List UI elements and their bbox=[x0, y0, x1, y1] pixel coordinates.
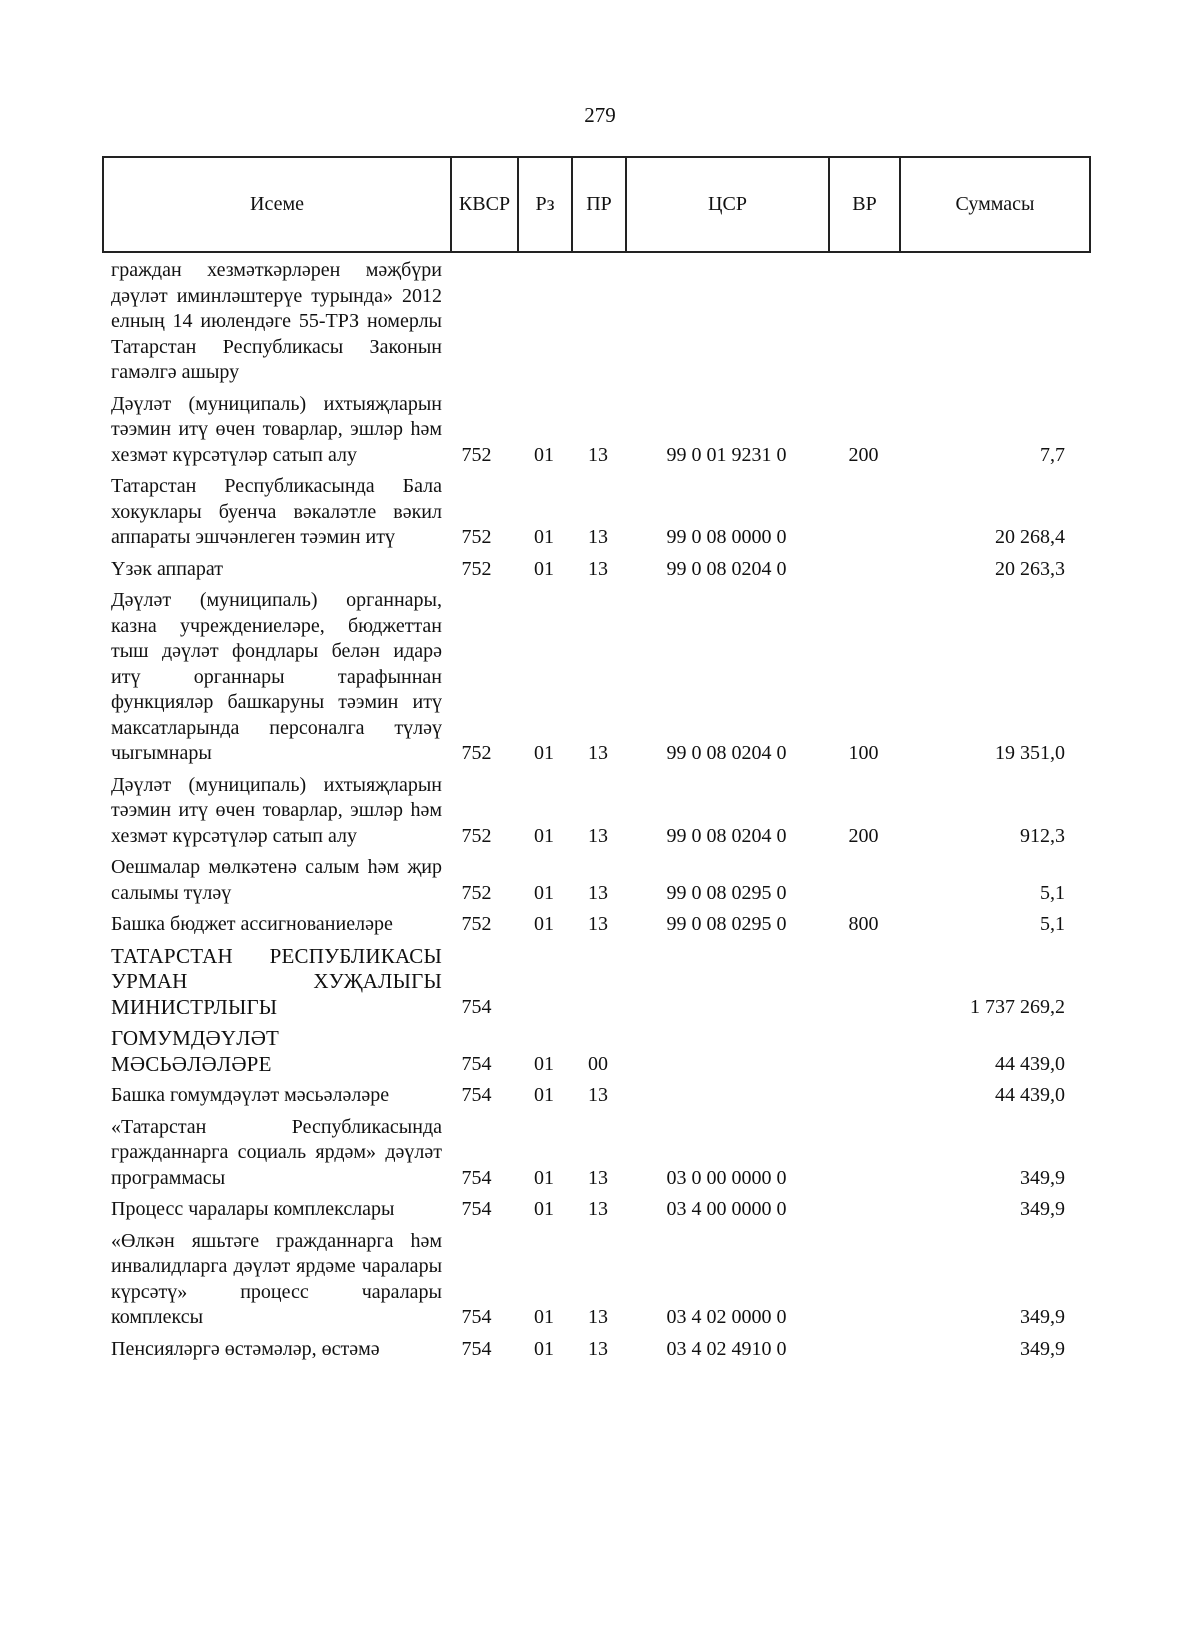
row-kvsr: 752 bbox=[461, 881, 492, 904]
row-pr: 13 bbox=[588, 1084, 608, 1106]
table-row bbox=[102, 1026, 1089, 1083]
row-pr: 13 bbox=[588, 913, 608, 935]
row-name: «Татарстан Республикасында гражданнарга социаль ярдәм» дәүләт программасы bbox=[111, 1115, 442, 1189]
row-pr: 00 bbox=[588, 1052, 608, 1075]
row-rz: 01 bbox=[534, 1166, 554, 1189]
row-csr: 03 4 00 0000 0 bbox=[666, 1198, 787, 1220]
table-body bbox=[102, 258, 1089, 1368]
row-vr bbox=[828, 1197, 899, 1229]
row-kvsr: 752 bbox=[461, 443, 492, 466]
row-csr bbox=[625, 1083, 828, 1115]
row-csr: 03 4 02 4910 0 bbox=[666, 1337, 787, 1360]
row-vr: 200 bbox=[848, 824, 879, 847]
row-kvsr bbox=[450, 258, 517, 392]
row-name: Татарстан Республикасында Бала хокуклары буенча вәкаләтле вәкил аппараты эшчәнлеген тәэмин итү bbox=[111, 475, 442, 548]
row-name: ТАТАРСТАН РЕСПУБЛИКАСЫ УРМАН ХУҖАЛЫГЫ МИНИСТРЛЫГЫ bbox=[111, 943, 442, 1019]
row-vr bbox=[828, 1083, 899, 1115]
row-sum: 1 737 269,2 bbox=[970, 995, 1065, 1018]
header-name: Исеме bbox=[103, 157, 451, 252]
row-vr: 100 bbox=[848, 742, 879, 764]
row-sum: 349,9 bbox=[1020, 1337, 1065, 1360]
budget-table bbox=[102, 258, 1089, 1368]
row-pr: 13 bbox=[588, 824, 608, 847]
row-vr: 200 bbox=[848, 443, 879, 466]
row-rz: 01 bbox=[534, 443, 554, 466]
row-rz: 01 bbox=[534, 1084, 554, 1106]
header-sum: Суммасы bbox=[900, 157, 1090, 252]
row-pr: 13 bbox=[588, 557, 608, 580]
row-vr bbox=[828, 258, 899, 392]
row-kvsr: 754 bbox=[461, 1052, 492, 1075]
row-sum: 349,9 bbox=[1020, 1198, 1065, 1220]
row-rz bbox=[517, 944, 571, 1027]
row-csr: 03 0 00 0000 0 bbox=[666, 1166, 787, 1189]
row-csr: 99 0 01 9231 0 bbox=[666, 443, 787, 466]
row-rz: 01 bbox=[534, 824, 554, 847]
row-sum: 44 439,0 bbox=[995, 1084, 1065, 1106]
row-name: Процесс чаралары комплекслары bbox=[111, 1198, 395, 1220]
table-row bbox=[102, 1083, 1089, 1115]
row-kvsr: 754 bbox=[461, 1337, 492, 1360]
row-vr bbox=[828, 1115, 899, 1198]
row-pr: 13 bbox=[588, 443, 608, 466]
table-row bbox=[102, 1229, 1089, 1337]
row-csr: 03 4 02 0000 0 bbox=[666, 1306, 787, 1328]
row-sum: 5,1 bbox=[1040, 881, 1065, 904]
row-rz: 01 bbox=[534, 526, 554, 548]
row-sum: 19 351,0 bbox=[995, 742, 1065, 764]
row-kvsr: 752 bbox=[461, 526, 492, 548]
row-kvsr: 752 bbox=[461, 742, 492, 764]
row-name: Башка бюджет ассигнованиеләре bbox=[111, 913, 393, 935]
table-row bbox=[102, 944, 1089, 1027]
row-pr: 13 bbox=[588, 526, 608, 548]
table-row bbox=[102, 392, 1089, 475]
header-csr: ЦСР bbox=[626, 157, 829, 252]
row-rz: 01 bbox=[534, 1306, 554, 1328]
row-vr bbox=[828, 557, 899, 589]
row-sum: 20 263,3 bbox=[995, 557, 1065, 580]
header-vr: ВР bbox=[829, 157, 900, 252]
row-csr: 99 0 08 0204 0 bbox=[666, 557, 787, 580]
row-pr: 13 bbox=[588, 1337, 608, 1360]
row-sum bbox=[899, 258, 1089, 392]
row-name: Дәүләт (муниципаль) ихтыяҗларын тәэмин итү өчен товарлар, эшләр һәм хезмәт күрсәтүләр сатып алу bbox=[111, 392, 442, 466]
row-vr bbox=[828, 855, 899, 912]
table-row bbox=[102, 912, 1089, 944]
row-rz: 01 bbox=[534, 557, 554, 580]
row-pr: 13 bbox=[588, 881, 608, 904]
row-vr bbox=[828, 474, 899, 557]
row-sum: 912,3 bbox=[1020, 824, 1065, 847]
row-sum: 44 439,0 bbox=[995, 1052, 1065, 1075]
row-name: Оешмалар мөлкәтенә салым һәм җир салымы түләү bbox=[111, 856, 442, 904]
row-kvsr: 752 bbox=[461, 913, 492, 935]
row-kvsr: 754 bbox=[461, 1306, 492, 1328]
row-rz: 01 bbox=[534, 1198, 554, 1220]
row-sum: 7,7 bbox=[1040, 443, 1065, 466]
row-name: Пенсияләргә өстәмәләр, өстәмә bbox=[111, 1337, 380, 1360]
row-name: граждан хезмәткәрләрен мәҗбүри дәүләт иминләштерүе турында» 2012 елның 14 июлендәге 55-ТРЗ номерлы Татарстан Республикасы Законын гамәлгә ашыру bbox=[111, 259, 442, 383]
row-csr bbox=[625, 944, 828, 1027]
row-csr: 99 0 08 0295 0 bbox=[666, 881, 787, 904]
row-vr bbox=[828, 1229, 899, 1337]
header-pr: ПР bbox=[572, 157, 626, 252]
row-pr: 13 bbox=[588, 1306, 608, 1328]
row-rz bbox=[517, 258, 571, 392]
row-kvsr: 754 bbox=[461, 1166, 492, 1189]
row-csr: 99 0 08 0204 0 bbox=[666, 824, 787, 847]
row-rz: 01 bbox=[534, 913, 554, 935]
row-rz: 01 bbox=[534, 1052, 554, 1075]
row-pr bbox=[571, 944, 625, 1027]
table-header bbox=[102, 156, 1091, 253]
table-row bbox=[102, 855, 1089, 912]
row-name: Дәүләт (муниципаль) ихтыяҗларын тәэмин итү өчен товарлар, эшләр һәм хезмәт күрсәтүләр сатып алу bbox=[111, 773, 442, 847]
header-kvsr: КВСР bbox=[451, 157, 518, 252]
row-pr: 13 bbox=[588, 1198, 608, 1220]
row-kvsr: 752 bbox=[461, 557, 492, 580]
row-csr: 99 0 08 0204 0 bbox=[666, 742, 787, 764]
row-vr bbox=[828, 1337, 899, 1369]
row-pr: 13 bbox=[588, 1166, 608, 1189]
page-number: 279 bbox=[584, 103, 616, 127]
row-sum: 5,1 bbox=[1040, 913, 1065, 935]
row-vr: 800 bbox=[848, 913, 879, 935]
row-csr bbox=[625, 1026, 828, 1083]
row-name: «Өлкән яшьтәге гражданнарга һәм инвалидларга дәүләт ярдәме чаралары күрсәтү» процесс чаралары комплексы bbox=[111, 1229, 442, 1328]
row-vr bbox=[828, 944, 899, 1027]
row-csr bbox=[625, 258, 828, 392]
table-row bbox=[102, 588, 1089, 773]
row-kvsr: 754 bbox=[461, 1084, 492, 1106]
table-row bbox=[102, 258, 1089, 392]
row-sum: 20 268,4 bbox=[995, 526, 1065, 548]
row-csr: 99 0 08 0295 0 bbox=[666, 913, 787, 935]
row-rz: 01 bbox=[534, 742, 554, 764]
row-rz: 01 bbox=[534, 881, 554, 904]
row-kvsr: 754 bbox=[461, 1198, 492, 1220]
row-kvsr: 754 bbox=[461, 995, 492, 1018]
header-rz: Рз bbox=[518, 157, 572, 252]
row-pr bbox=[571, 258, 625, 392]
row-name: ГОМУМДӘҮЛӘТ МӘСЬӘЛӘЛӘРЕ bbox=[111, 1026, 280, 1076]
table-row bbox=[102, 773, 1089, 856]
row-kvsr: 752 bbox=[461, 824, 492, 847]
row-vr bbox=[828, 1026, 899, 1083]
table-row bbox=[102, 1337, 1089, 1369]
table-row bbox=[102, 1197, 1089, 1229]
row-sum: 349,9 bbox=[1020, 1166, 1065, 1189]
row-rz: 01 bbox=[534, 1337, 554, 1360]
row-csr: 99 0 08 0000 0 bbox=[666, 526, 787, 548]
table-row bbox=[102, 557, 1089, 589]
row-name: Башка гомумдәүләт мәсьәләләре bbox=[111, 1084, 390, 1106]
row-name: Дәүләт (муниципаль) органнары, казна учреждениеләре, бюджеттан тыш дәүләт фондлары белән идарә итү органнары тарафыннан функцияләр башкаруны тәэмин итү максатларында персоналга түләү чыгымнары bbox=[111, 589, 442, 764]
row-name: Үзәк аппарат bbox=[111, 557, 223, 580]
row-sum: 349,9 bbox=[1020, 1306, 1065, 1328]
table-row bbox=[102, 474, 1089, 557]
row-pr: 13 bbox=[588, 742, 608, 764]
table-row bbox=[102, 1115, 1089, 1198]
